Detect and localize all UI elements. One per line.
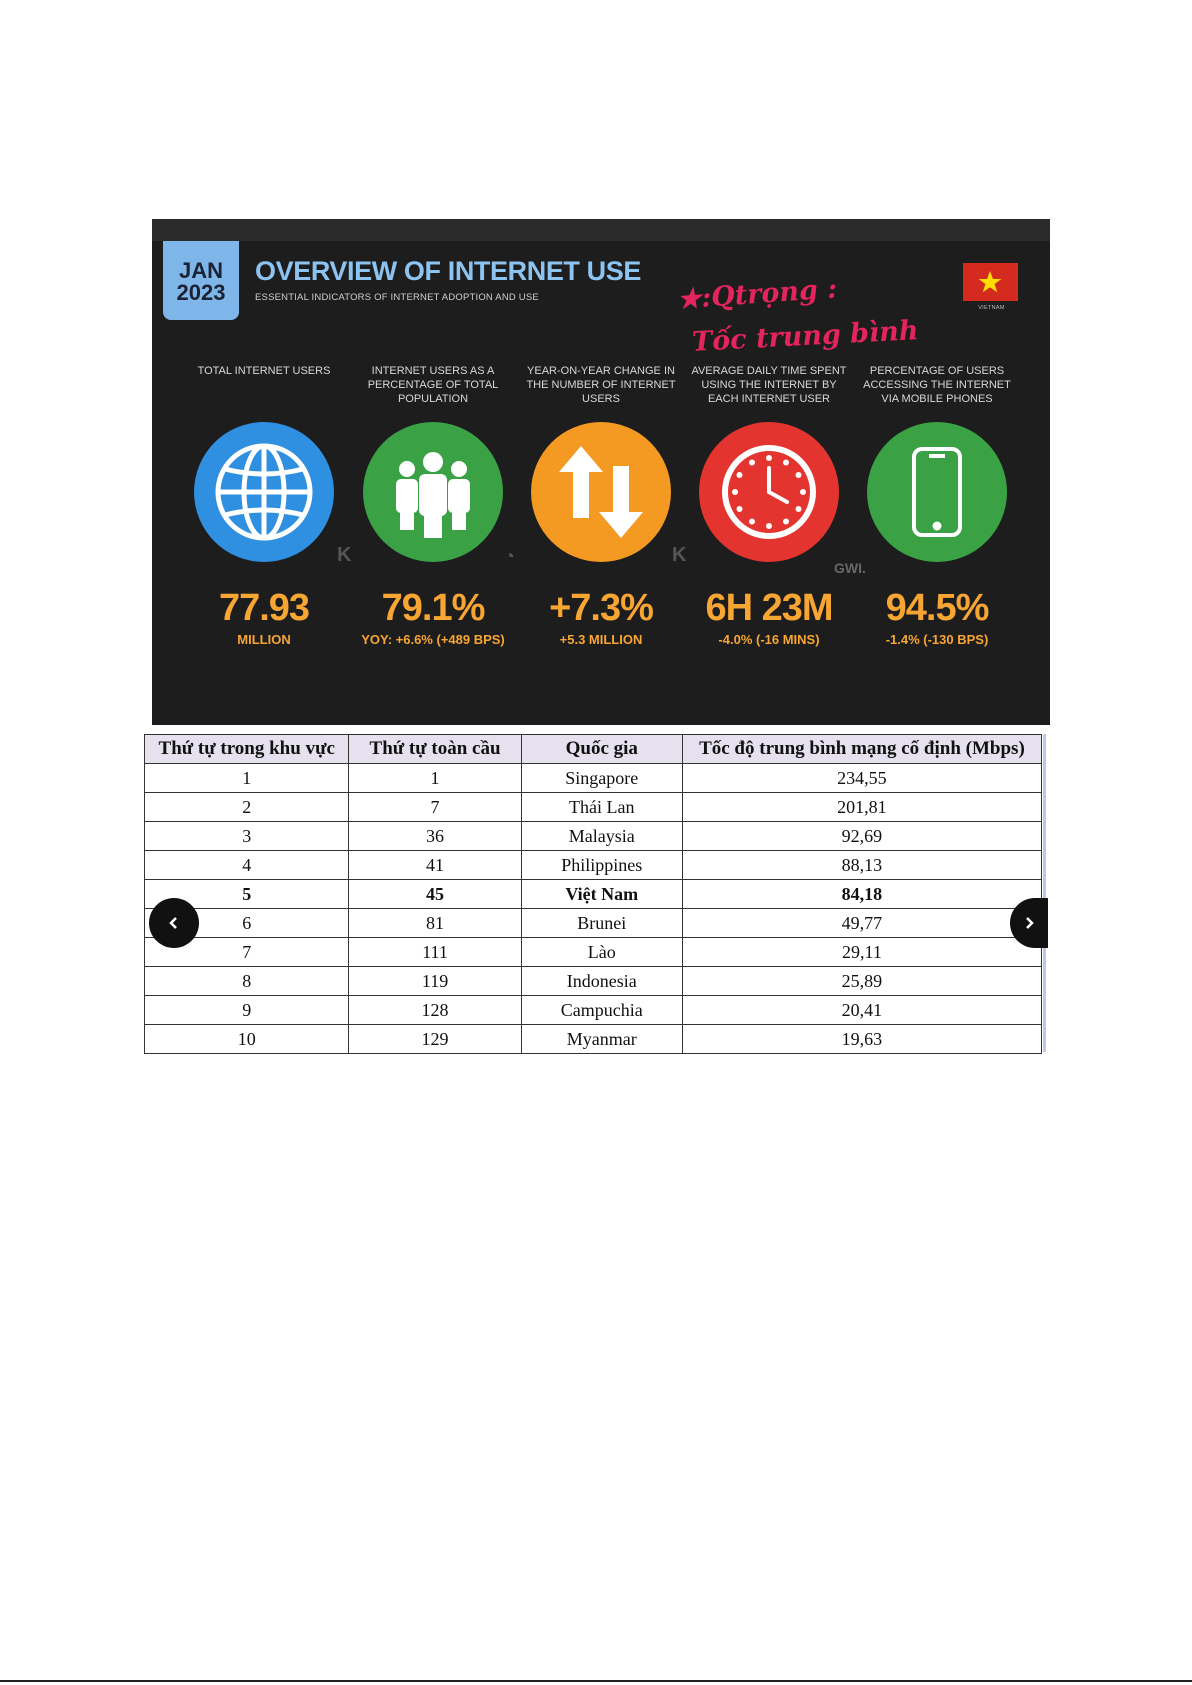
cell: Lào (521, 938, 682, 967)
mobile-phone-icon (867, 422, 1007, 562)
column-header-country: Quốc gia (521, 735, 682, 764)
datareportal-logo-icon: ◔ (504, 546, 515, 566)
table-header-row (145, 735, 1042, 764)
column-header-speed: Tốc độ trung bình mạng cố định (Mbps) (682, 735, 1041, 764)
kepios-logo-icon: K (337, 544, 352, 566)
cell: 129 (349, 1025, 521, 1054)
table-row (145, 1025, 1042, 1054)
metric-sub: YOY: +6.6% (+489 BPS) (361, 632, 505, 647)
cell: Indonesia (521, 967, 682, 996)
cell: 10 (145, 1025, 349, 1054)
cell: 7 (349, 793, 521, 822)
cell: Myanmar (521, 1025, 682, 1054)
cell: 81 (349, 909, 521, 938)
infographic-subtitle: ESSENTIAL INDICATORS OF INTERNET ADOPTION AND USE (255, 292, 539, 303)
cell: Philippines (521, 851, 682, 880)
metric-sub: +5.3 MILLION (559, 632, 643, 647)
page-bottom-rule (0, 1680, 1192, 1682)
cell: 29,11 (682, 938, 1041, 967)
cell: 9 (145, 996, 349, 1025)
broadband-speed-table-wrapper (144, 734, 1043, 1054)
date-year: 2023 (176, 280, 226, 305)
cell: 6 (145, 909, 349, 938)
handwritten-note-line2: Tốc trung bình (691, 315, 920, 358)
cell: Brunei (521, 909, 682, 938)
cell: Việt Nam (521, 880, 682, 909)
cell: 88,13 (682, 851, 1041, 880)
cell: 201,81 (682, 793, 1041, 822)
metric-label: INTERNET USERS AS A PERCENTAGE OF TOTAL POPULATION (367, 365, 499, 405)
cell: 111 (349, 938, 521, 967)
cell: Campuchia (521, 996, 682, 1025)
cell: 4 (145, 851, 349, 880)
cell: 3 (145, 822, 349, 851)
chevron-right-icon (1021, 915, 1037, 931)
cell: 45 (349, 880, 521, 909)
top-strip (152, 219, 1050, 241)
date-month: JAN (178, 258, 223, 283)
metric-value: +7.3% (549, 587, 653, 629)
column-header-regional-rank: Thứ tự trong khu vực (145, 735, 349, 764)
metric-daily-time (685, 364, 853, 647)
carousel-prev-button[interactable] (149, 898, 199, 948)
globe-icon (194, 422, 334, 562)
internet-overview-infographic (152, 219, 1050, 725)
table-row-highlighted (145, 880, 1042, 909)
flag-caption: VIETNAM (978, 305, 1005, 311)
cell: 19,63 (682, 1025, 1041, 1054)
vietnam-flag-icon (963, 263, 1018, 301)
table-row (145, 996, 1042, 1025)
cell: 36 (349, 822, 521, 851)
table-row (145, 822, 1042, 851)
metric-percentage-population (349, 364, 517, 647)
metric-mobile-access (853, 364, 1021, 647)
cell: 2 (145, 793, 349, 822)
table-edge-rule (1043, 734, 1046, 1052)
cell: 25,89 (682, 967, 1041, 996)
column-header-global-rank: Thứ tự toàn cầu (349, 735, 521, 764)
metric-label: PERCENTAGE OF USERS ACCESSING THE INTERNET VIA MOBILE PHONES (863, 365, 1011, 405)
cell: 84,18 (682, 880, 1041, 909)
cell: Malaysia (521, 822, 682, 851)
metric-value: 6H 23M (705, 587, 833, 629)
cell: 234,55 (682, 764, 1041, 793)
clock-icon (699, 422, 839, 562)
broadband-speed-table (144, 734, 1042, 1054)
table-row (145, 851, 1042, 880)
table-row (145, 938, 1042, 967)
metric-sub: -4.0% (-16 MINS) (718, 632, 820, 647)
metric-label: AVERAGE DAILY TIME SPENT USING THE INTERNET BY EACH INTERNET USER (691, 365, 847, 405)
people-icon (363, 422, 503, 562)
date-badge (163, 241, 239, 320)
chevron-left-icon (166, 915, 182, 931)
cell: 7 (145, 938, 349, 967)
up-down-arrows-icon (531, 422, 671, 562)
cell: 1 (145, 764, 349, 793)
metric-value: 94.5% (885, 587, 989, 629)
cell: 128 (349, 996, 521, 1025)
cell: 8 (145, 967, 349, 996)
metric-total-users (180, 364, 348, 647)
gwi-logo: GWI. (834, 560, 866, 576)
kepios-logo-icon: K (672, 544, 687, 566)
cell: 5 (145, 880, 349, 909)
metric-sub: -1.4% (-130 BPS) (885, 632, 989, 647)
infographic-title: OVERVIEW OF INTERNET USE (255, 256, 641, 286)
table-row (145, 967, 1042, 996)
table-row (145, 793, 1042, 822)
metric-sub: MILLION (237, 632, 291, 647)
metric-value: 79.1% (381, 587, 485, 629)
cell: 119 (349, 967, 521, 996)
metric-label: YEAR-ON-YEAR CHANGE IN THE NUMBER OF INTERNET USERS (526, 365, 676, 405)
cell: 20,41 (682, 996, 1041, 1025)
metric-label: TOTAL INTERNET USERS (197, 365, 331, 377)
table-row (145, 764, 1042, 793)
cell: Thái Lan (521, 793, 682, 822)
cell: Singapore (521, 764, 682, 793)
cell: 1 (349, 764, 521, 793)
metric-yoy-change (517, 364, 685, 647)
metric-value: 77.93 (218, 587, 310, 629)
cell: 49,77 (682, 909, 1041, 938)
cell: 41 (349, 851, 521, 880)
handwritten-note-line1: ★:Qtrọng : (676, 273, 839, 316)
table-row (145, 909, 1042, 938)
cell: 92,69 (682, 822, 1041, 851)
